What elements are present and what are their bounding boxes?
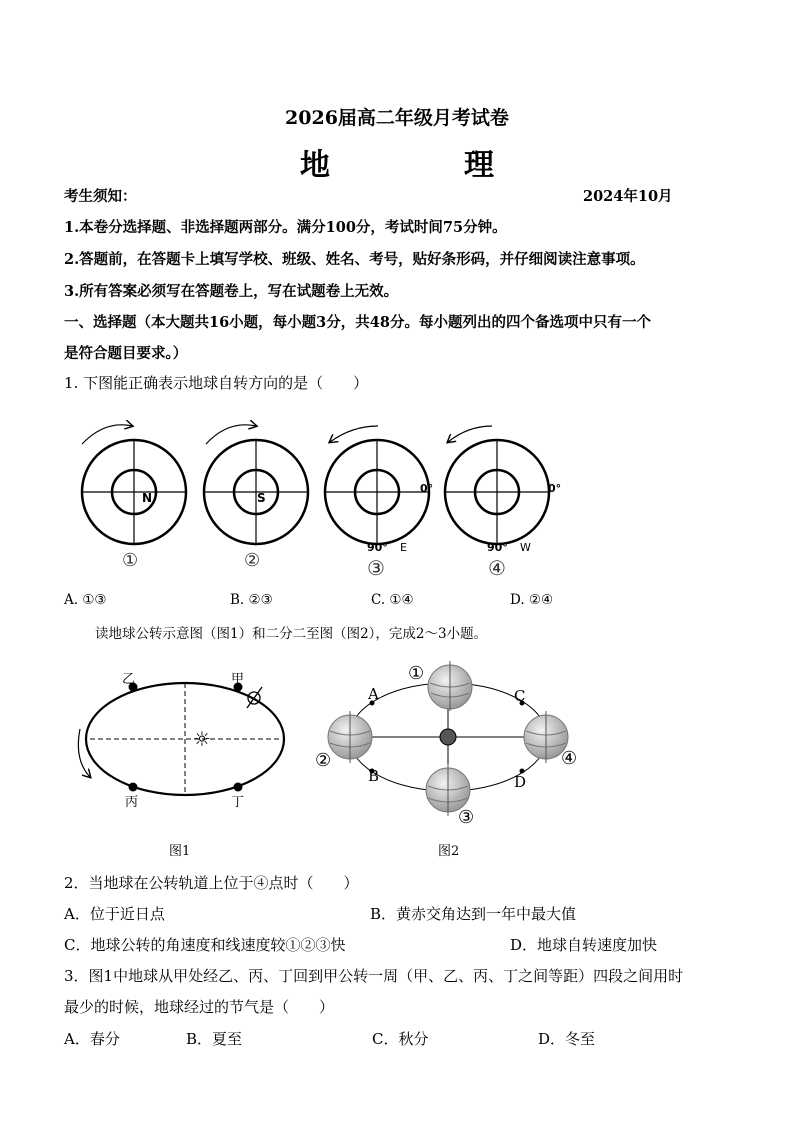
position-number: ③ bbox=[458, 807, 475, 828]
position-number: ① bbox=[408, 663, 425, 684]
exam-title: 2026届高二年级月考试卷 bbox=[285, 107, 509, 129]
option: B. ②③ bbox=[230, 592, 273, 608]
notice-label: 考生须知： bbox=[64, 188, 137, 205]
orbit-letter: B bbox=[368, 767, 380, 785]
rotation-figure-4 bbox=[445, 426, 561, 554]
rotation-figure-2 bbox=[204, 425, 308, 544]
orbit-label: 丁 bbox=[231, 795, 245, 810]
orbit-letter: D bbox=[514, 773, 527, 791]
orbit-label: 乙 bbox=[122, 672, 136, 687]
pole-label: N bbox=[142, 491, 153, 505]
question-2-stem: 2．当地球在公转轨道上位于④点时（ ） bbox=[64, 874, 359, 892]
question-3-stem-cont: 最少的时候，地球经过的节气是（ ） bbox=[64, 998, 335, 1016]
orbit-label: 甲 bbox=[231, 672, 245, 687]
rotation-figures bbox=[60, 412, 580, 584]
meridian-label: 0° bbox=[420, 482, 434, 495]
option: B．黄赤交角达到一年中最大值 bbox=[370, 905, 577, 923]
section-heading: 一、选择题（本大题共16小题，每小题3分，共48分。每小题列出的四个备选项中只有一个 bbox=[64, 314, 651, 331]
rotation-figure-3 bbox=[325, 426, 433, 554]
option: D. ②④ bbox=[510, 592, 554, 608]
rotation-figure-1 bbox=[82, 425, 186, 544]
globe-1 bbox=[428, 661, 472, 711]
figure-number: ③ bbox=[367, 556, 385, 580]
figure-number: ① bbox=[122, 550, 139, 571]
option: A．位于近日点 bbox=[64, 905, 165, 923]
notice-item: 3.所有答案必须写在答题卷上，写在试题卷上无效。 bbox=[64, 283, 399, 300]
exam-date: 2024年10月 bbox=[583, 188, 673, 205]
option: C. ①④ bbox=[371, 592, 414, 608]
orbit-point-ding bbox=[234, 783, 243, 792]
figure-caption: 图1 bbox=[169, 844, 191, 859]
meridian-label: 90° bbox=[487, 541, 508, 554]
sun-icon bbox=[440, 729, 456, 745]
option: C．秋分 bbox=[372, 1030, 429, 1048]
orbit-letter: A bbox=[368, 685, 379, 703]
position-number: ④ bbox=[561, 748, 578, 769]
globe-2 bbox=[328, 711, 372, 763]
option: B．夏至 bbox=[186, 1030, 243, 1048]
option: D．地球自转速度加快 bbox=[510, 936, 658, 954]
notice-item: 2.答题前，在答题卡上填写学校、班级、姓名、考号，贴好条形码，并仔细阅读注意事项。 bbox=[64, 251, 645, 268]
section-heading-cont: 是符合题目要求。） bbox=[64, 345, 188, 362]
reading-instruction: 读地球公转示意图（图1）和二分二至图（图2），完成2～3小题。 bbox=[95, 626, 488, 642]
notice-item: 1.本卷分选择题、非选择题两部分。满分100分，考试时间75分钟。 bbox=[64, 219, 507, 236]
figure-number: ② bbox=[244, 550, 261, 571]
orbit-figure-1 bbox=[70, 665, 300, 860]
direction-label: W bbox=[520, 541, 531, 554]
meridian-label: 0° bbox=[548, 482, 562, 495]
option: A. ①③ bbox=[64, 592, 107, 608]
option: A．春分 bbox=[64, 1030, 120, 1048]
question-3-stem: 3．图1中地球从甲处经乙、丙、丁回到甲公转一周（甲、乙、丙、丁之间等距）四段之间用时 bbox=[64, 967, 684, 985]
orbit-letter: C bbox=[514, 687, 526, 705]
subject-title: 地 理 bbox=[300, 148, 546, 183]
orbit-point-bing bbox=[129, 783, 138, 792]
orbit-label: 丙 bbox=[125, 795, 139, 810]
meridian-label: 90° bbox=[367, 541, 388, 554]
figure-number: ④ bbox=[488, 556, 506, 580]
option: D．冬至 bbox=[538, 1030, 596, 1048]
position-number: ② bbox=[315, 750, 332, 771]
sun-icon: ☼ bbox=[193, 727, 211, 751]
option: C．地球公转的角速度和线速度较①②③快 bbox=[64, 936, 346, 954]
figure-caption: 图2 bbox=[438, 844, 460, 859]
direction-label: E bbox=[400, 541, 407, 554]
pole-label: S bbox=[257, 491, 266, 505]
orbit-figure-2 bbox=[310, 655, 585, 860]
question-1-stem: 1. 下图能正确表示地球自转方向的是（ ） bbox=[64, 374, 369, 392]
